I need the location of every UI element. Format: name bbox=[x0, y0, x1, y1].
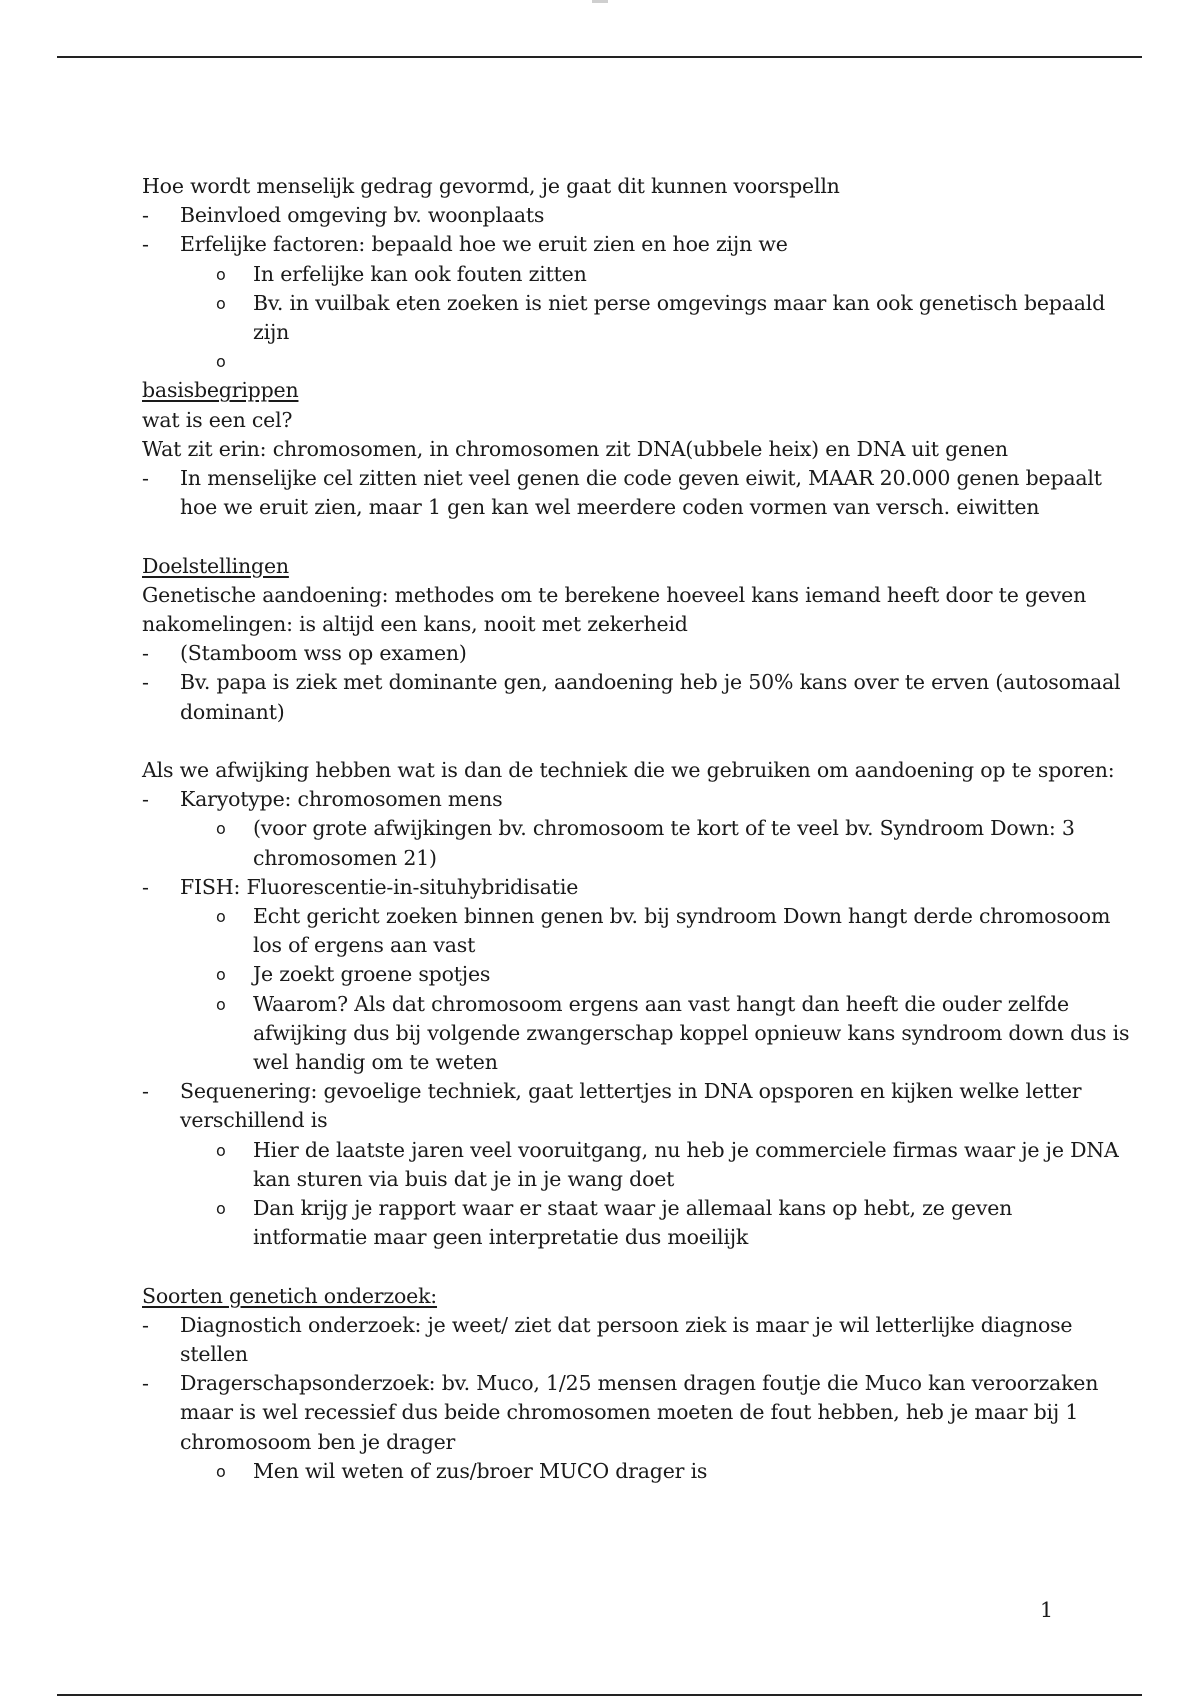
bullet-text: Diagnostich onderzoek: je weet/ ziet dat persoon ziek is maar je wil letterlijke diagnose stellen bbox=[180, 1312, 1073, 1367]
bullet-text: FISH: Fluorescentie-in-situhybridisatie bbox=[180, 874, 579, 899]
dash-bullet-icon: - bbox=[142, 466, 149, 491]
bullet-text: Beinvloed omgeving bv. woonplaats bbox=[180, 203, 545, 228]
bullet-text bbox=[253, 349, 259, 373]
sub-bullet-item bbox=[142, 902, 1132, 960]
dash-bullet-icon: - bbox=[142, 1079, 149, 1104]
paragraph-spacer bbox=[142, 1252, 1132, 1281]
section-heading: Soorten genetich onderzoek: bbox=[142, 1283, 438, 1308]
sub-bullet-item bbox=[142, 347, 1132, 376]
bullet-text: (Stamboom wss op examen) bbox=[180, 641, 467, 666]
bullet-item bbox=[142, 201, 1132, 230]
dash-bullet-icon: - bbox=[142, 641, 149, 666]
sub-bullet-item bbox=[142, 1194, 1132, 1252]
bullet-item bbox=[142, 639, 1132, 668]
sub-bullet-item bbox=[142, 1136, 1132, 1194]
circle-bullet-icon: o bbox=[216, 352, 226, 372]
paragraph-text: Als we afwijking hebben wat is dan de techniek die we gebruiken om aandoening op te sporen: bbox=[142, 758, 1115, 783]
bullet-text: Dan krijg je rapport waar er staat waar je allemaal kans op hebt, ze geven intformatie maar geen interpretatie dus moeilijk bbox=[253, 1196, 1013, 1250]
sub-bullet-item bbox=[142, 960, 1132, 989]
page-top-mark bbox=[592, 0, 608, 3]
dash-bullet-icon: - bbox=[142, 787, 149, 812]
paragraph-text: wat is een cel? bbox=[142, 407, 293, 432]
circle-bullet-icon: o bbox=[216, 1140, 226, 1160]
dash-bullet-icon: - bbox=[142, 1371, 149, 1396]
footer-rule bbox=[57, 1694, 1142, 1696]
circle-bullet-icon: o bbox=[216, 819, 226, 839]
paragraph-text: Hoe wordt menselijk gedrag gevormd, je gaat dit kunnen voorspelln bbox=[142, 174, 840, 198]
circle-bullet-icon: o bbox=[216, 264, 226, 284]
circle-bullet-icon: o bbox=[216, 293, 226, 313]
bullet-text: Erfelijke factoren: bepaald hoe we eruit zien en hoe zijn we bbox=[180, 232, 788, 257]
paragraph-spacer bbox=[142, 522, 1132, 551]
section-heading: basisbegrippen bbox=[142, 378, 299, 403]
paragraph-text: Wat zit erin: chromosomen, in chromosomen zit DNA(ubbele heix) en DNA uit genen bbox=[142, 436, 1008, 461]
dash-bullet-icon: - bbox=[142, 232, 149, 257]
sub-bullet-item bbox=[142, 289, 1132, 347]
bullet-text: Je zoekt groene spotjes bbox=[253, 962, 491, 987]
bullet-text: (voor grote afwijkingen bv. chromosoom te kort of te veel bv. Syndroom Down: 3 chromosomen 21) bbox=[253, 816, 1075, 870]
bullet-text: In erfelijke kan ook fouten zitten bbox=[253, 261, 587, 286]
dash-bullet-icon: - bbox=[142, 203, 149, 228]
sub-bullet-item bbox=[142, 1457, 1132, 1486]
document-body bbox=[142, 172, 1132, 1486]
bullet-text: In menselijke cel zitten niet veel genen die code geven eiwit, MAAR 20.000 genen bepaalt hoe we eruit zien, maar 1 gen kan wel meerdere coden vormen van versch. eiwitten bbox=[180, 466, 1102, 520]
header-rule bbox=[57, 56, 1142, 58]
circle-bullet-icon: o bbox=[216, 1461, 226, 1481]
bullet-text: Hier de laatste jaren veel vooruitgang, nu heb je commerciele firmas waar je je DNA kan sturen via buis dat je in je wang doet bbox=[253, 1137, 1119, 1191]
sub-bullet-item bbox=[142, 990, 1132, 1078]
bullet-text: Bv. papa is ziek met dominante gen, aandoening heb je 50% kans over te erven (autosomaal dominant) bbox=[180, 670, 1121, 724]
sub-bullet-item bbox=[142, 814, 1132, 872]
page-number: 1 bbox=[1040, 1598, 1054, 1622]
bullet-text: Men wil weten of zus/broer MUCO drager is bbox=[253, 1458, 708, 1483]
bullet-text: Echt gericht zoeken binnen genen bv. bij syndroom Down hangt derde chromosoom los of ergens aan vast bbox=[253, 904, 1111, 958]
section-heading: Doelstellingen bbox=[142, 553, 289, 578]
paragraph-spacer bbox=[142, 727, 1132, 756]
dash-bullet-icon: - bbox=[142, 874, 149, 899]
dash-bullet-icon: - bbox=[142, 670, 149, 695]
circle-bullet-icon: o bbox=[216, 965, 226, 985]
bullet-item bbox=[142, 464, 1132, 522]
bullet-item bbox=[142, 873, 1132, 902]
circle-bullet-icon: o bbox=[216, 994, 226, 1014]
sub-bullet-item bbox=[142, 260, 1132, 289]
bullet-item bbox=[142, 1311, 1132, 1369]
bullet-text: Dragerschapsonderzoek: bv. Muco, 1/25 mensen dragen foutje die Muco kan veroorzaken maar is wel recessief dus beide chromosomen moeten de fout hebben, heb je maar bij 1 chromosoom ben je drager bbox=[180, 1371, 1099, 1454]
bullet-item bbox=[142, 785, 1132, 814]
paragraph-text: Genetische aandoening: methodes om te berekene hoeveel kans iemand heeft door te geven nakomelingen: is altijd een kans, nooit met zekerheid bbox=[142, 582, 1087, 637]
bullet-text: Karyotype: chromosomen mens bbox=[180, 787, 503, 812]
dash-bullet-icon: - bbox=[142, 1312, 149, 1337]
bullet-text: Waarom? Als dat chromosoom ergens aan vast hangt dan heeft die ouder zelfde afwijking dus bij volgende zwangerschap koppel opnieuw kans syndroom down dus is wel handig om te weten bbox=[253, 991, 1130, 1075]
bullet-item bbox=[142, 1369, 1132, 1457]
circle-bullet-icon: o bbox=[216, 1199, 226, 1219]
bullet-item bbox=[142, 668, 1132, 726]
bullet-item bbox=[142, 230, 1132, 259]
bullet-item bbox=[142, 1077, 1132, 1135]
bullet-text: Sequenering: gevoelige techniek, gaat lettertjes in DNA opsporen en kijken welke letter verschillend is bbox=[180, 1079, 1082, 1133]
bullet-text: Bv. in vuilbak eten zoeken is niet perse omgevings maar kan ook genetisch bepaald zijn bbox=[253, 290, 1106, 345]
circle-bullet-icon: o bbox=[216, 907, 226, 927]
